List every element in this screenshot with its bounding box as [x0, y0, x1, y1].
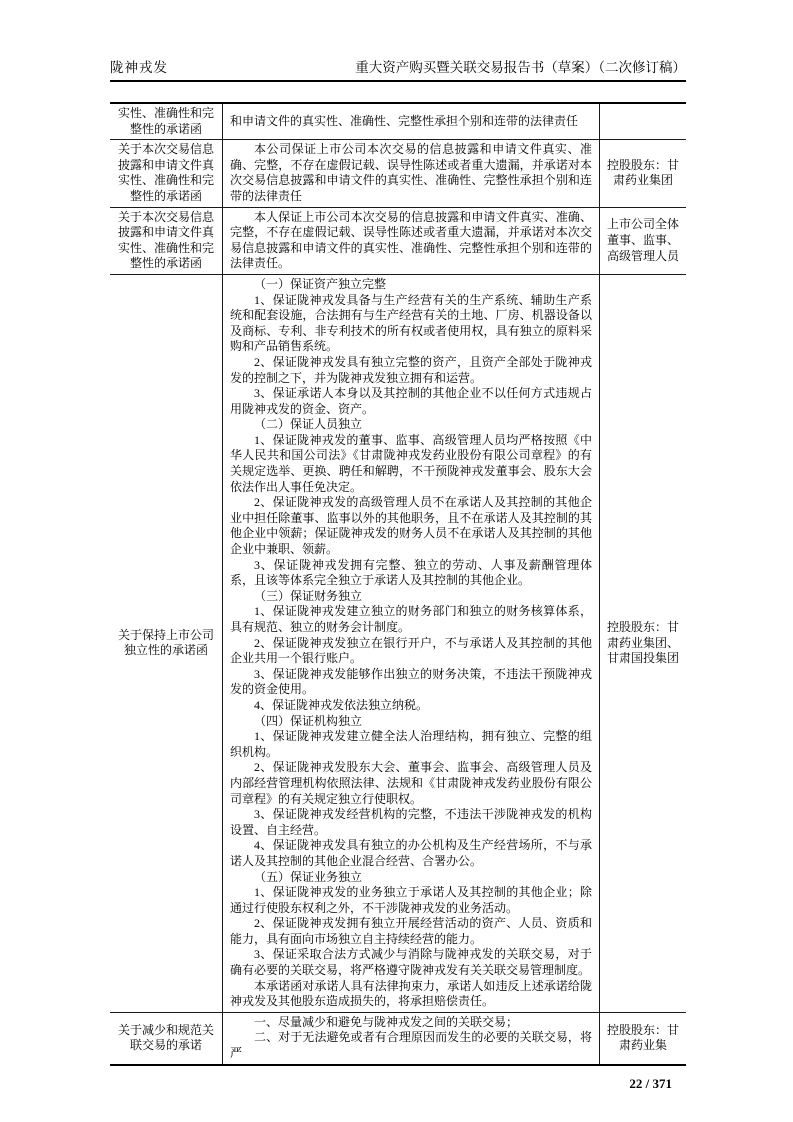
commitment-party-cell: 控股股东：甘肃药业集 — [600, 1012, 687, 1064]
commitment-party-cell: 控股股东：甘肃药业集团、甘肃国投集团 — [600, 274, 687, 1012]
commitment-paragraph: 1、保证陇神戎发的董事、监事、高级管理人员均严格按照《中华人民共和国公司法》《甘肃陇神戎发药业股份有限公司章程》的有关规定选举、更换、聘任和解聘，不干预陇神戎发董事会、股东大会依法作出人事任免决定。 — [230, 432, 592, 494]
commitment-name-cell: 关于本次交易信息披露和申请文件真实性、准确性和完整性的承诺函 — [110, 207, 223, 274]
table-row — [110, 140, 686, 207]
commitment-paragraph: 和申请文件的真实性、准确性、完整性承担个别和连带的法律责任 — [230, 113, 579, 128]
commitment-paragraph: 本公司保证上市公司本次交易的信息披露和申请文件真实、准确、完整，不存在虚假记载、误导性陈述或者重大遗漏，并承诺对本次交易信息披露和申请文件的真实性、准确性、完整性承担个别和连带的法律责任 — [230, 142, 592, 203]
commitment-paragraph: 3、保证承诺人本身以及其控制的其他企业不以任何方式违规占用陇神戎发的资金、资产。 — [230, 386, 592, 416]
commitment-name-cell: 关于减少和规范关联交易的承诺 — [110, 1012, 223, 1064]
commitment-paragraph: （五）保证业务独立 — [254, 869, 363, 884]
commitments-table — [110, 102, 686, 1066]
header-company-name: 陇神戎发 — [110, 60, 168, 75]
commitment-paragraph: 2、保证陇神戎发具有独立完整的资产，且资产全部处于陇神戎发的控制之下，并为陇神戎发独立拥有和运营。 — [230, 354, 592, 385]
page-number: 22 / 371 — [629, 1075, 672, 1091]
table-row — [110, 207, 686, 274]
commitment-paragraph: 4、保证陇神戎发依法独立纳税。 — [254, 697, 429, 712]
table-row — [110, 274, 686, 1012]
commitment-paragraph: 3、保证陇神戎发能够作出独立的财务决策，不违法干预陇神戎发的资金使用。 — [230, 666, 592, 697]
commitment-paragraph: 1、保证陇神戎发建立健全法人治理结构，拥有独立、完整的组织机构。 — [230, 729, 592, 759]
commitment-paragraph: 3、保证陇神戎发拥有完整、独立的劳动、人事及薪酬管理体系，且该等体系完全独立于承诺人及其控制的其他企业。 — [230, 557, 592, 588]
commitment-paragraph: 2、保证陇神戎发拥有独立开展经营活动的资产、人员、资质和能力，具有面向市场独立自主持续经营的能力。 — [230, 916, 592, 946]
commitment-paragraph: 本人保证上市公司本次交易的信息披露和申请文件真实、准确、完整，不存在虚假记载、误导性陈述或者重大遗漏，并承诺对本次交易信息披露和申请文件的真实性、准确性、完整性承担个别和连带的法律责任。 — [230, 209, 592, 271]
commitment-paragraph: 2、保证陇神戎发的高级管理人员不在承诺人及其控制的其他企业中担任除董事、监事以外的其他职务，且不在承诺人及其控制的其他企业中领薪；保证陇神戎发的财务人员不在承诺人及其控制的其他企业中兼职、领薪。 — [230, 495, 592, 557]
commitment-paragraph: 2、保证陇神戎发股东大会、董事会、监事会、高级管理人员及内部经营管理机构依照法律、法规和《甘肃陇神戎发药业股份有限公司章程》的有关规定独立行使职权。 — [230, 760, 592, 806]
commitment-name-cell: 实性、准确性和完整性的承诺函 — [110, 103, 223, 140]
commitment-paragraph: 3、保证陇神戎发经营机构的完整，不违法干涉陇神戎发的机构设置、自主经营。 — [230, 807, 592, 837]
commitment-paragraph: 3、保证采取合法方式减少与消除与陇神戎发的关联交易，对于确有必要的关联交易，将严格遵守陇神戎发有关关联交易管理制度。 — [230, 947, 592, 978]
commitment-paragraph: 4、保证陇神戎发具有独立的办公机构及生产经营场所，不与承诺人及其控制的其他企业混合经营、合署办公。 — [230, 838, 592, 868]
commitment-party-cell — [600, 103, 687, 140]
commitment-paragraph: （一）保证资产独立完整 — [254, 276, 387, 291]
commitment-party-cell: 控股股东：甘肃药业集团 — [600, 140, 687, 207]
commitment-paragraph: 本承诺函对承诺人具有法律拘束力，承诺人如违反上述承诺给陇神戎发及其他股东造成损失的，将承担赔偿责任。 — [230, 978, 592, 1009]
commitment-party-cell: 上市公司全体董事、监事、高级管理人员 — [600, 207, 687, 274]
page-header — [110, 56, 686, 82]
commitment-name-cell: 关于本次交易信息披露和申请文件真实性、准确性和完整性的承诺函 — [110, 140, 223, 207]
commitment-paragraph: （三）保证财务独立 — [254, 588, 363, 603]
commitment-content-cell — [223, 103, 600, 140]
header-report-title: 重大资产购买暨关联交易报告书（草案）（二次修订稿） — [355, 60, 686, 75]
commitment-paragraph: 1、保证陇神戎发建立独立的财务部门和独立的财务核算体系，具有规范、独立的财务会计制度。 — [230, 604, 592, 634]
commitment-paragraph: 一、尽量减少和避免与陇神戎发之间的关联交易； — [254, 1014, 519, 1029]
commitment-content-cell — [223, 207, 600, 274]
commitment-paragraph: 2、保证陇神戎发独立在银行开户，不与承诺人及其控制的其他企业共用一个银行账户。 — [230, 635, 592, 666]
commitment-paragraph: 二、对于无法避免或者有合理原因而发生的必要的关联交易，将严 — [230, 1030, 592, 1061]
commitment-paragraph: （二）保证人员独立 — [254, 417, 363, 432]
commitment-content-cell — [223, 140, 600, 207]
commitment-name-cell: 关于保持上市公司独立性的承诺函 — [110, 274, 223, 1012]
table-row — [110, 1012, 686, 1064]
page-footer — [110, 1066, 686, 1092]
commitment-paragraph: （四）保证机构独立 — [254, 713, 363, 728]
commitment-content-cell — [223, 1012, 600, 1064]
table-row — [110, 103, 686, 140]
commitment-paragraph: 1、保证陇神戎发具备与生产经营有关的生产系统、辅助生产系统和配套设施，合法拥有与生产经营有关的土地、厂房、机器设备以及商标、专利、非专利技术的所有权或者使用权，具有独立的原料采购和产品销售系统。 — [230, 292, 592, 354]
commitment-paragraph: 1、保证陇神戎发的业务独立于承诺人及其控制的其他企业；除通过行使股东权利之外，不干涉陇神戎发的业务活动。 — [230, 885, 592, 915]
commitment-content-cell — [223, 274, 600, 1012]
